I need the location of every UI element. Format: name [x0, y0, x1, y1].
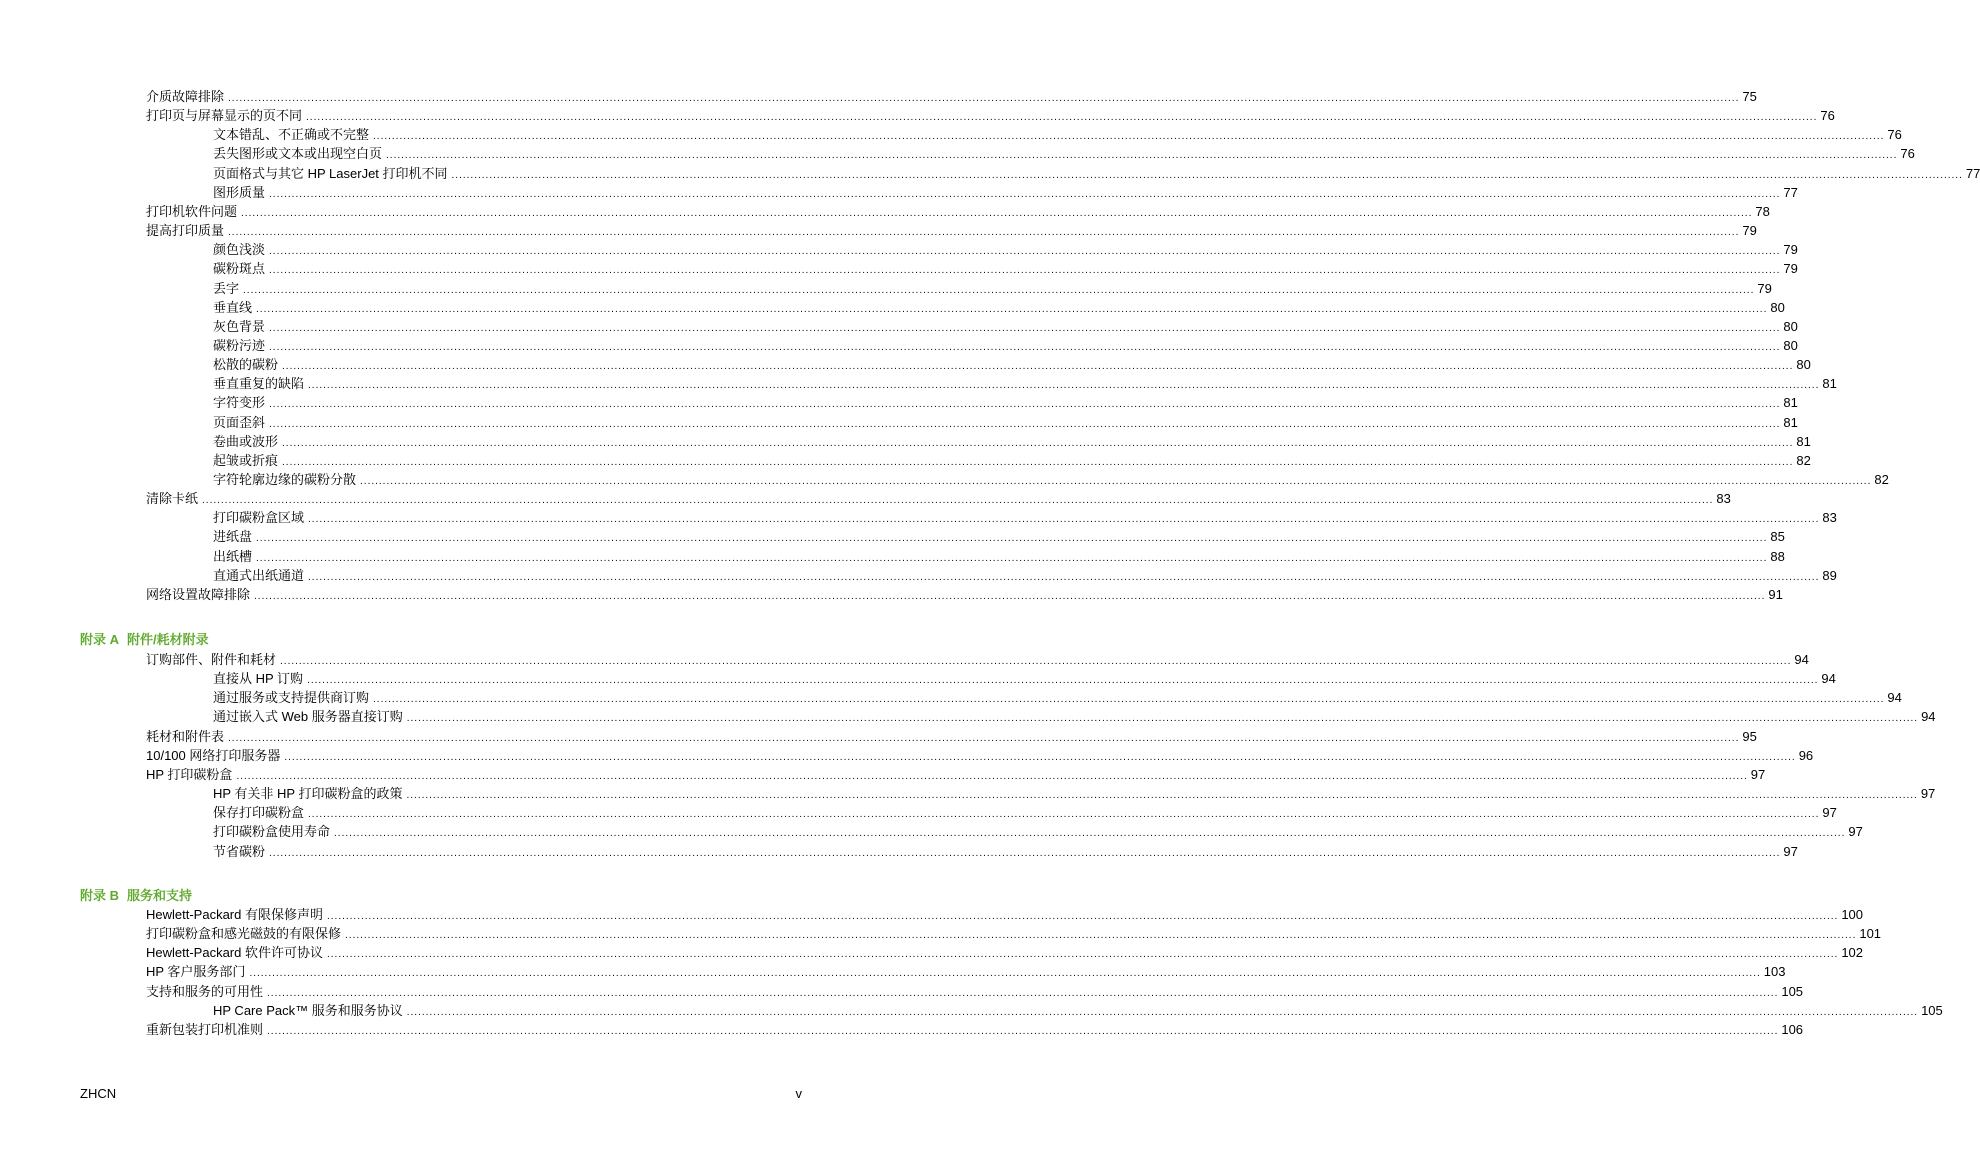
- toc-subentry[interactable]: [213, 259, 1798, 278]
- toc-dot-leader: ................................................................................................................................................................................................................................................................................................................................................................................................................: [306, 112, 1818, 124]
- toc-dot-leader: ................................................................................................................................................................................................................................................................................................................................................................................................................: [256, 533, 1768, 545]
- toc-entry-title: 通过服务或支持提供商订购: [213, 690, 370, 706]
- toc-entry-page: 94: [1794, 652, 1809, 667]
- toc-subentry[interactable]: [213, 707, 1936, 726]
- toc-entry-title: 提高打印质量: [146, 223, 225, 239]
- toc-dot-leader: ................................................................................................................................................................................................................................................................................................................................................................................................................: [269, 341, 1781, 353]
- toc-entry-title: 起皱或折痕: [213, 452, 279, 468]
- toc-entry[interactable]: [146, 905, 1864, 924]
- toc-dot-leader: ................................................................................................................................................................................................................................................................................................................................................................................................................: [360, 476, 1872, 487]
- toc-dot-leader: ................................................................................................................................................................................................................................................................................................................................................................................................................: [228, 227, 1740, 239]
- toc-entry-page: 83: [1716, 491, 1731, 507]
- toc-entry-title: 进纸盘: [213, 529, 253, 545]
- toc-entry[interactable]: [146, 727, 1757, 746]
- toc-entry-page: 82: [1874, 472, 1889, 487]
- toc-entry-title: 字符变形: [213, 395, 266, 411]
- toc-subentry[interactable]: [213, 144, 1915, 163]
- toc-dot-leader: ................................................................................................................................................................................................................................................................................................................................................................................................................: [406, 790, 1918, 802]
- toc-entry-title: 字符轮廓边缘的碳粉分散: [213, 472, 357, 487]
- toc-entry-title: 10/100 网络打印服务器: [146, 747, 281, 763]
- toc-subentry[interactable]: [213, 279, 1772, 298]
- toc-subentry[interactable]: [213, 803, 1837, 822]
- appendix-a-title: 附件/耗材附录: [127, 632, 209, 647]
- toc-entry[interactable]: [146, 1020, 1804, 1039]
- toc-entry-page: 95: [1742, 728, 1757, 744]
- toc-entry-title: 清除卡纸: [146, 491, 199, 507]
- toc-entry-page: 103: [1763, 964, 1786, 980]
- toc-dot-leader: ................................................................................................................................................................................................................................................................................................................................................................................................................: [386, 150, 1898, 162]
- toc-entry-title: 垂直线: [213, 299, 253, 315]
- toc-dot-leader: ................................................................................................................................................................................................................................................................................................................................................................................................................: [269, 246, 1781, 258]
- toc-subentry[interactable]: [213, 432, 1811, 451]
- toc-entry-page: 100: [1841, 907, 1864, 922]
- toc-dot-leader: ................................................................................................................................................................................................................................................................................................................................................................................................................: [254, 590, 1766, 602]
- toc-entry-title: 耗材和附件表: [146, 728, 225, 744]
- toc-dot-leader: ................................................................................................................................................................................................................................................................................................................................................................................................................: [267, 1025, 1779, 1037]
- toc-entry-page: 81: [1822, 376, 1837, 392]
- toc-dot-leader: ................................................................................................................................................................................................................................................................................................................................................................................................................: [249, 968, 1761, 980]
- toc-entry-title: 打印碳粉盒和感光磁鼓的有限保修: [146, 926, 342, 942]
- toc-subentry[interactable]: [213, 688, 1902, 707]
- toc-entry-title: Hewlett-Packard 有限保修声明: [146, 907, 323, 922]
- toc-entry-title: 图形质量: [213, 184, 266, 200]
- toc-entry-page: 81: [1783, 395, 1798, 411]
- toc-entry-page: 77: [1783, 184, 1798, 200]
- toc-dot-leader: ................................................................................................................................................................................................................................................................................................................................................................................................................: [269, 322, 1781, 334]
- toc-entry-title: Hewlett-Packard 软件许可协议: [146, 945, 323, 961]
- toc-entry[interactable]: [146, 962, 1786, 981]
- toc-dot-leader: ................................................................................................................................................................................................................................................................................................................................................................................................................: [282, 456, 1794, 468]
- toc-dot-leader: ................................................................................................................................................................................................................................................................................................................................................................................................................: [334, 828, 1846, 840]
- toc-entry-title: 页面歪斜: [213, 414, 266, 430]
- appendix-a-heading: [80, 630, 209, 650]
- toc-subentry[interactable]: [213, 842, 1798, 861]
- toc-entry-title: 碳粉污迹: [213, 337, 266, 353]
- toc-entry-page: 89: [1822, 567, 1837, 583]
- toc-entry-title: 打印碳粉盒使用寿命: [213, 824, 331, 840]
- toc-entry[interactable]: [146, 765, 1766, 784]
- toc-subentry[interactable]: [213, 547, 1785, 566]
- toc-entry-page: 82: [1796, 452, 1811, 468]
- toc-dot-leader: ................................................................................................................................................................................................................................................................................................................................................................................................................: [308, 809, 1820, 821]
- toc-entry-page: 96: [1798, 747, 1814, 763]
- toc-entry-page: 81: [1796, 433, 1811, 449]
- toc-entry-title: 颜色浅淡: [213, 242, 266, 258]
- toc-entry-page: 76: [1887, 127, 1902, 143]
- toc-subentry[interactable]: [213, 317, 1798, 336]
- toc-entry-title: 垂直重复的缺陷: [213, 376, 305, 392]
- toc-subentry[interactable]: [213, 566, 1837, 585]
- toc-entry-title: 松散的碳粉: [213, 357, 279, 373]
- appendix-b-heading: [80, 886, 192, 906]
- footer-locale: ZHCN: [80, 1086, 117, 1101]
- toc-subentry[interactable]: [213, 527, 1785, 546]
- toc-entry-page: 97: [1750, 766, 1766, 782]
- toc-subentry[interactable]: [213, 298, 1785, 317]
- toc-entry-page: 106: [1781, 1021, 1804, 1037]
- appendix-a-label: 附录 A: [80, 632, 120, 647]
- toc-dot-leader: ................................................................................................................................................................................................................................................................................................................................................................................................................: [373, 131, 1885, 143]
- toc-subentry[interactable]: [213, 164, 1980, 183]
- appendix-b-label: 附录 B: [80, 888, 120, 903]
- toc-dot-leader: ................................................................................................................................................................................................................................................................................................................................................................................................................: [451, 169, 1963, 181]
- toc-entry-page: 101: [1859, 926, 1882, 942]
- footer-page-number: v: [795, 1086, 802, 1101]
- toc-entry-title: HP Care Pack™ 服务和服务协议: [213, 1002, 403, 1018]
- toc-dot-leader: ................................................................................................................................................................................................................................................................................................................................................................................................................: [269, 418, 1781, 430]
- toc-entry-page: 77: [1965, 165, 1980, 181]
- toc-entry[interactable]: [146, 489, 1731, 508]
- toc-dot-leader: ................................................................................................................................................................................................................................................................................................................................................................................................................: [280, 656, 1792, 667]
- toc-entry-title: 支持和服务的可用性: [146, 983, 264, 999]
- toc-entry-title: HP 客户服务部门: [146, 964, 246, 980]
- toc-entry[interactable]: [146, 87, 1757, 106]
- toc-subentry[interactable]: [213, 822, 1863, 841]
- toc-entry-page: 76: [1820, 108, 1835, 124]
- toc-entry-title: 打印碳粉盒区域: [213, 510, 305, 526]
- toc-entry-page: 79: [1742, 223, 1757, 239]
- toc-entry-title: 打印页与屏幕显示的页不同: [146, 108, 303, 124]
- toc-subentry[interactable]: [213, 125, 1902, 144]
- toc-entry[interactable]: [146, 650, 1809, 669]
- toc-entry-page: 80: [1783, 318, 1798, 334]
- toc-dot-leader: ................................................................................................................................................................................................................................................................................................................................................................................................................: [202, 495, 1714, 507]
- toc-entry-title: 直通式出纸通道: [213, 567, 305, 583]
- toc-entry-title: 订购部件、附件和耗材: [146, 652, 277, 667]
- toc-dot-leader: ................................................................................................................................................................................................................................................................................................................................................................................................................: [282, 361, 1794, 373]
- toc-entry-page: 79: [1783, 261, 1798, 277]
- toc-subentry[interactable]: [213, 451, 1811, 470]
- toc-dot-leader: ................................................................................................................................................................................................................................................................................................................................................................................................................: [267, 987, 1779, 999]
- toc-dot-leader: ................................................................................................................................................................................................................................................................................................................................................................................................................: [236, 770, 1748, 782]
- toc-dot-leader: ................................................................................................................................................................................................................................................................................................................................................................................................................: [308, 380, 1820, 392]
- toc-dot-leader: ................................................................................................................................................................................................................................................................................................................................................................................................................: [308, 514, 1820, 526]
- toc-entry-page: 85: [1770, 529, 1785, 545]
- toc-entry-page: 81: [1783, 414, 1798, 430]
- toc-entry-page: 76: [1900, 146, 1915, 162]
- toc-subentry[interactable]: [213, 1001, 1943, 1020]
- toc-entry-title: 丢字: [213, 280, 240, 296]
- toc-entry-title: HP 打印碳粉盒: [146, 766, 233, 782]
- appendix-b-title: 服务和支持: [127, 888, 193, 903]
- toc-entry-page: 97: [1848, 824, 1863, 840]
- toc-dot-leader: ................................................................................................................................................................................................................................................................................................................................................................................................................: [282, 437, 1794, 449]
- toc-dot-leader: ................................................................................................................................................................................................................................................................................................................................................................................................................: [228, 93, 1740, 104]
- toc-entry-page: 97: [1783, 843, 1798, 859]
- toc-entry-title: 保存打印碳粉盒: [213, 805, 305, 821]
- toc-dot-leader: ................................................................................................................................................................................................................................................................................................................................................................................................................: [241, 207, 1753, 219]
- toc-subentry[interactable]: [213, 413, 1798, 432]
- toc-entry-page: 105: [1921, 1002, 1943, 1018]
- toc-dot-leader: ................................................................................................................................................................................................................................................................................................................................................................................................................: [269, 399, 1781, 411]
- toc-entry-page: 79: [1757, 280, 1772, 296]
- toc-dot-leader: ................................................................................................................................................................................................................................................................................................................................................................................................................: [406, 713, 1919, 725]
- toc-entry-title: 通过嵌入式 Web 服务器直接订购: [213, 709, 403, 725]
- toc-entry-page: 94: [1887, 690, 1902, 706]
- toc-subentry[interactable]: [213, 183, 1798, 202]
- toc-subentry[interactable]: [213, 508, 1837, 527]
- toc-entry-page: 79: [1783, 242, 1798, 258]
- toc-dot-leader: ................................................................................................................................................................................................................................................................................................................................................................................................................: [269, 188, 1781, 200]
- toc-dot-leader: ................................................................................................................................................................................................................................................................................................................................................................................................................: [373, 694, 1885, 706]
- toc-entry-page: 80: [1796, 357, 1811, 373]
- toc-dot-leader: ................................................................................................................................................................................................................................................................................................................................................................................................................: [256, 303, 1768, 315]
- toc-entry-page: 97: [1920, 786, 1936, 802]
- toc-entry-title: 碳粉斑点: [213, 261, 266, 277]
- toc-subentry[interactable]: [213, 784, 1936, 803]
- toc-dot-leader: ................................................................................................................................................................................................................................................................................................................................................................................................................: [307, 675, 1819, 687]
- toc-dot-leader: ................................................................................................................................................................................................................................................................................................................................................................................................................: [284, 751, 1796, 763]
- toc-entry-page: 91: [1768, 586, 1783, 602]
- toc-entry-title: 重新包装打印机准则: [146, 1021, 264, 1037]
- toc-subentry[interactable]: [213, 470, 1889, 489]
- toc-entry-title: 介质故障排除: [146, 89, 225, 104]
- toc-dot-leader: ................................................................................................................................................................................................................................................................................................................................................................................................................: [326, 949, 1839, 961]
- toc-dot-leader: ................................................................................................................................................................................................................................................................................................................................................................................................................: [326, 911, 1839, 922]
- toc-entry-title: 打印机软件问题: [146, 203, 238, 219]
- toc-entry-title: HP 有关非 HP 打印碳粉盒的政策: [213, 786, 403, 802]
- toc-entry-title: 出纸槽: [213, 548, 253, 564]
- toc-entry-title: 灰色背景: [213, 318, 266, 334]
- toc-entry-page: 105: [1781, 983, 1804, 999]
- toc-entry-page: 80: [1770, 299, 1785, 315]
- toc-entry-title: 文本错乱、不正确或不完整: [213, 127, 370, 143]
- toc-dot-leader: ................................................................................................................................................................................................................................................................................................................................................................................................................: [256, 552, 1768, 564]
- toc-dot-leader: ................................................................................................................................................................................................................................................................................................................................................................................................................: [345, 930, 1857, 942]
- toc-entry-title: 卷曲或波形: [213, 433, 279, 449]
- toc-entry-page: 97: [1822, 805, 1837, 821]
- toc-entry-title: 节省碳粉: [213, 843, 266, 859]
- toc-entry-page: 83: [1822, 510, 1837, 526]
- toc-subentry[interactable]: [213, 393, 1798, 412]
- toc-entry[interactable]: [146, 585, 1783, 604]
- toc-subentry[interactable]: [213, 374, 1837, 393]
- toc-entry[interactable]: [146, 221, 1757, 240]
- toc-subentry[interactable]: [213, 240, 1798, 259]
- toc-entry-title: 页面格式与其它 HP LaserJet 打印机不同: [213, 165, 448, 181]
- toc-entry-page: 78: [1755, 203, 1770, 219]
- toc-entry-page: 94: [1821, 671, 1836, 687]
- toc-entry-title: 丢失图形或文本或出现空白页: [213, 146, 383, 162]
- toc-dot-leader: ................................................................................................................................................................................................................................................................................................................................................................................................................: [269, 847, 1781, 859]
- toc-dot-leader: ................................................................................................................................................................................................................................................................................................................................................................................................................: [308, 571, 1820, 583]
- toc-entry-page: 75: [1742, 89, 1757, 104]
- toc-subentry[interactable]: [213, 669, 1836, 688]
- toc-dot-leader: ................................................................................................................................................................................................................................................................................................................................................................................................................: [243, 284, 1755, 296]
- toc-entry-page: 102: [1841, 945, 1864, 961]
- toc-entry[interactable]: [146, 924, 1882, 943]
- toc-subentry[interactable]: [213, 336, 1798, 355]
- toc-entry[interactable]: [146, 106, 1835, 125]
- toc-entry-page: 88: [1770, 548, 1785, 564]
- toc-entry[interactable]: [146, 982, 1804, 1001]
- toc-entry-title: 直接从 HP 订购: [213, 671, 304, 687]
- toc-entry[interactable]: [146, 746, 1814, 765]
- toc-entry[interactable]: [146, 943, 1864, 962]
- toc-dot-leader: ................................................................................................................................................................................................................................................................................................................................................................................................................: [406, 1006, 1919, 1018]
- toc-entry[interactable]: [146, 202, 1770, 221]
- toc-subentry[interactable]: [213, 355, 1811, 374]
- toc-entry-title: 网络设置故障排除: [146, 586, 251, 602]
- toc-entry-page: 94: [1921, 709, 1936, 725]
- toc-dot-leader: ................................................................................................................................................................................................................................................................................................................................................................................................................: [269, 265, 1781, 277]
- toc-dot-leader: ................................................................................................................................................................................................................................................................................................................................................................................................................: [228, 732, 1740, 744]
- toc-entry-page: 80: [1783, 337, 1798, 353]
